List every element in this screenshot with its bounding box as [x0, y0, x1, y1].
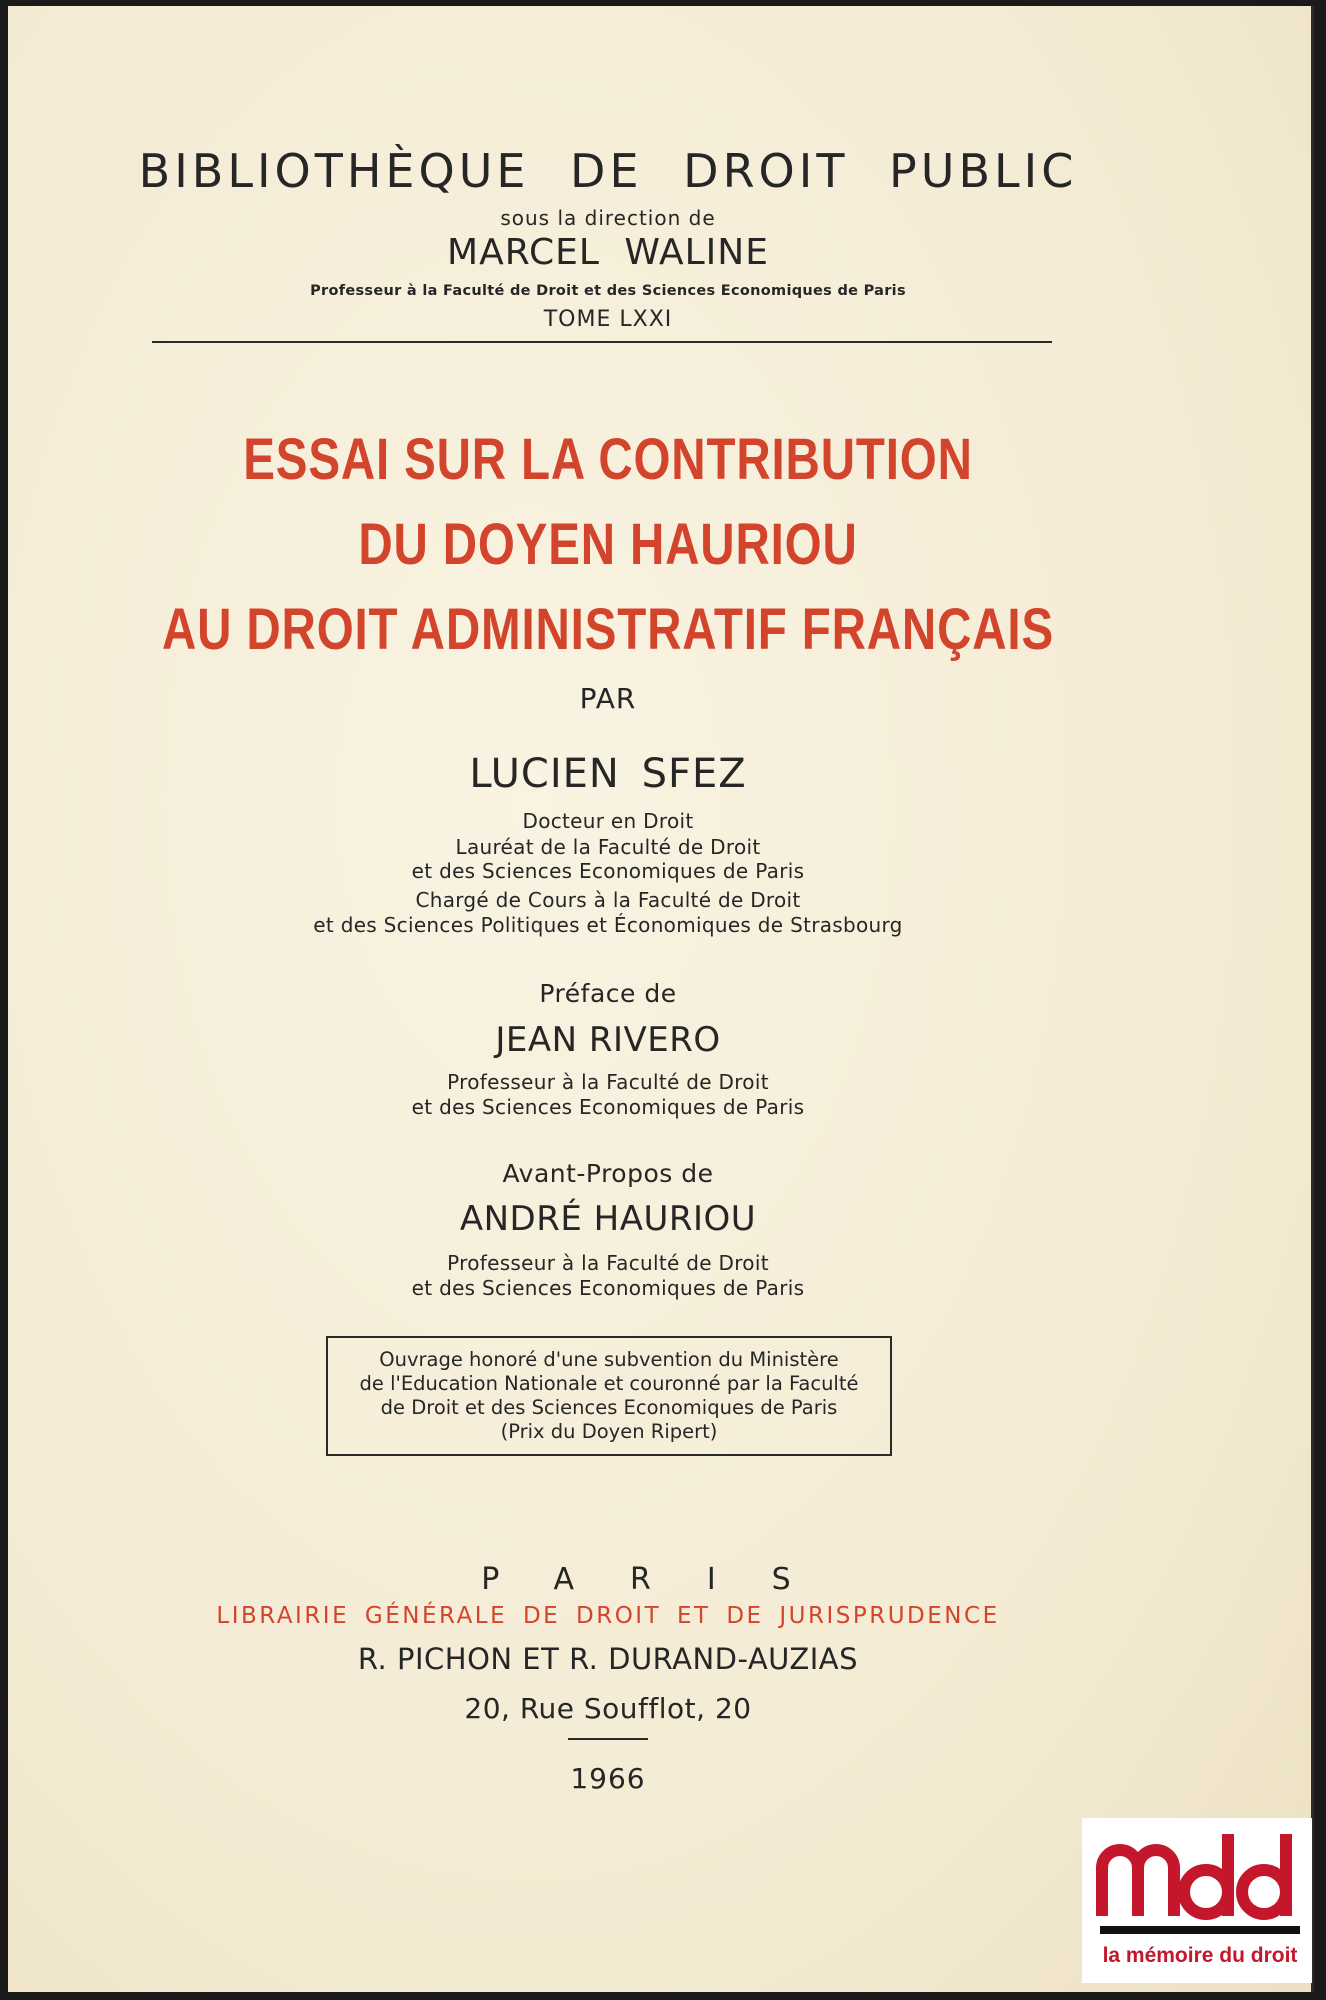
book-title-line-3: AU DROIT ADMINISTRATIF FRANÇAIS	[161, 597, 1055, 662]
direction-label: sous la direction de	[500, 206, 716, 230]
author-name: LUCIEN SFEZ	[469, 751, 747, 797]
printer-name: R. PICHON ET R. DURAND-AUZIAS	[357, 1642, 859, 1676]
logo-tagline: la mémoire du droit	[1102, 1944, 1298, 1967]
book-title-line-2: DU DOYEN HAURIOU	[358, 512, 858, 577]
author-credential: et des Sciences Politiques et Économiques de Strasbourg	[313, 913, 903, 937]
book-title-line-1: ESSAI SUR LA CONTRIBUTION	[243, 427, 973, 492]
imprint-city: PARIS	[481, 1562, 847, 1597]
preface-author-name: JEAN RIVERO	[495, 1020, 721, 1060]
series-director-title: Professeur à la Faculté de Droit et des Sciences Economiques de Paris	[310, 283, 906, 299]
author-credential: Docteur en Droit	[522, 809, 694, 833]
foreword-author-credential: Professeur à la Faculté de Droit	[447, 1251, 769, 1275]
preface-author-credential: et des Sciences Economiques de Paris	[411, 1095, 805, 1119]
honor-note-line: (Prix du Doyen Ripert)	[500, 1420, 718, 1443]
series-title: BIBLIOTHÈQUE DE DROIT PUBLIC	[138, 144, 1078, 198]
preface-label: Préface de	[539, 979, 677, 1008]
series-director-name: MARCEL WALINE	[447, 232, 769, 273]
honor-note-line: de Droit et des Sciences Economiques de Paris	[380, 1396, 838, 1419]
honor-note-box	[326, 1336, 892, 1456]
title-page	[8, 6, 1314, 1992]
author-credential: Lauréat de la Faculté de Droit	[455, 835, 761, 859]
logo-underline	[1100, 1926, 1300, 1934]
foreword-label: Avant-Propos de	[502, 1159, 714, 1188]
year-divider	[568, 1738, 648, 1740]
publication-year: 1966	[570, 1762, 646, 1795]
tome-number: TOME LXXI	[543, 307, 673, 332]
mdd-logo-icon	[1094, 1820, 1304, 1920]
publisher-name: LIBRAIRIE GÉNÉRALE DE DROIT ET DE JURISPRUDENCE	[216, 1603, 1000, 1629]
author-credential: et des Sciences Economiques de Paris	[411, 859, 805, 883]
author-credential: Chargé de Cours à la Faculté de Droit	[415, 888, 801, 912]
by-label: PAR	[579, 682, 637, 715]
honor-note-line: Ouvrage honoré d'une subvention du Ministère	[379, 1348, 839, 1371]
mdd-watermark-logo	[1082, 1818, 1312, 1983]
honor-note-line: de l'Education Nationale et couronné par la Faculté	[359, 1372, 859, 1395]
header-divider	[152, 341, 1052, 343]
preface-author-credential: Professeur à la Faculté de Droit	[447, 1070, 769, 1094]
publisher-address: 20, Rue Soufflot, 20	[464, 1692, 752, 1725]
foreword-author-name: ANDRÉ HAURIOU	[459, 1199, 757, 1239]
foreword-author-credential: et des Sciences Economiques de Paris	[411, 1276, 805, 1300]
